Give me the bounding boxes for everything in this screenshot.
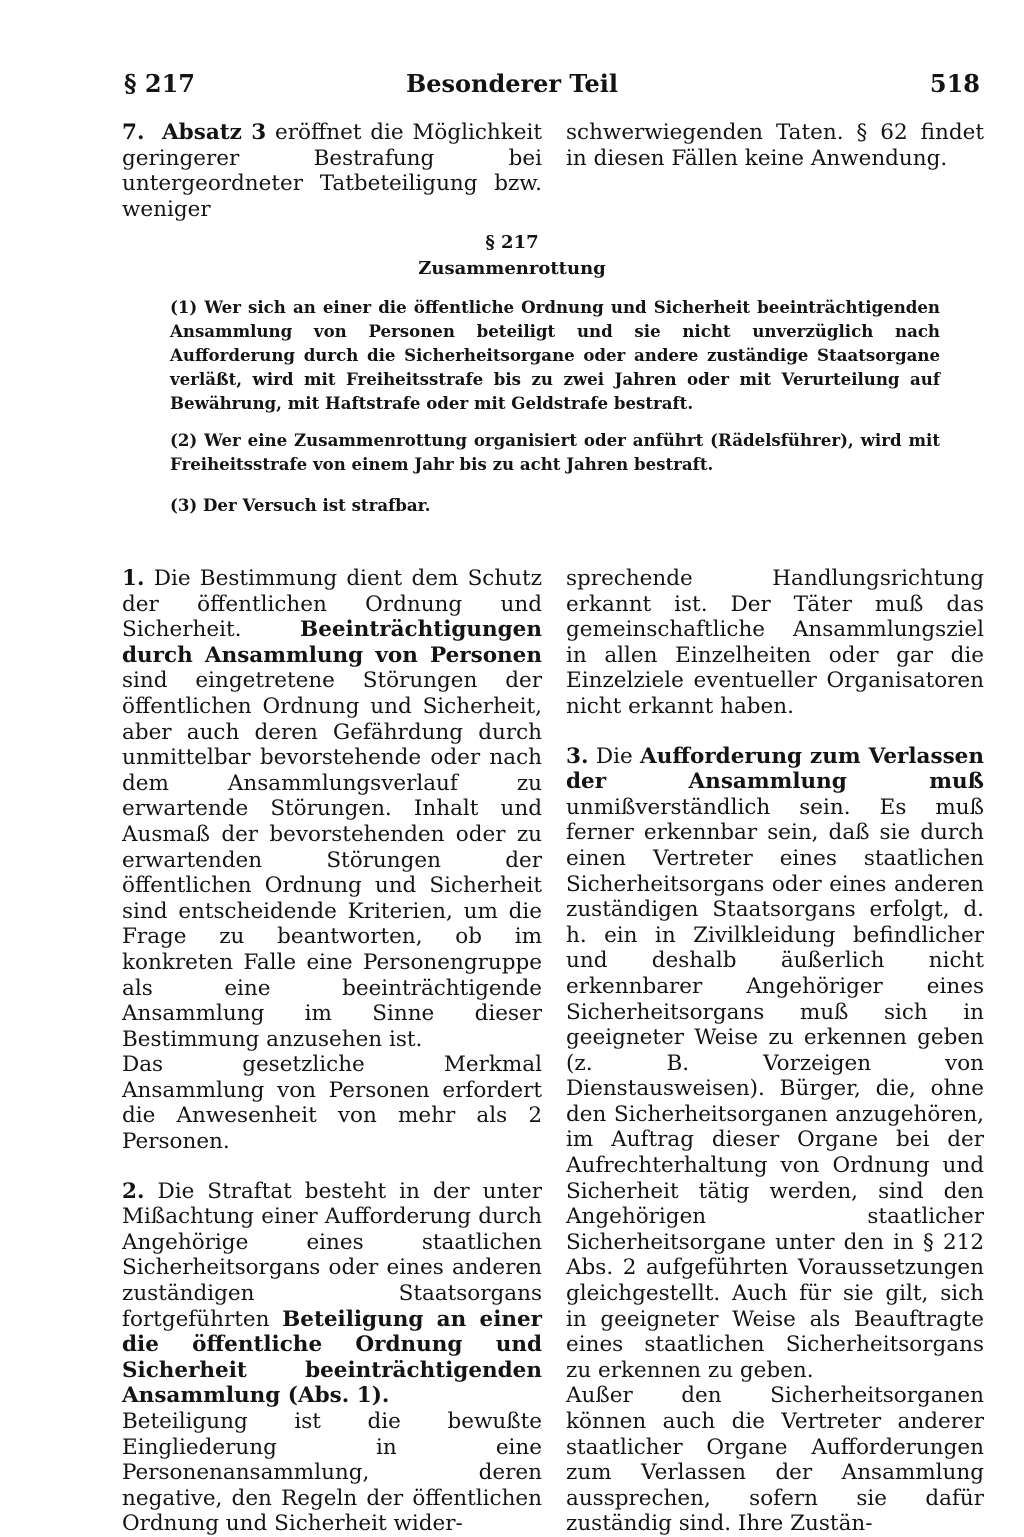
- commentary-2-paragraph-2: Beteiligung ist die bewußte Eingliederung in eine Personenansammlung, deren negative, den Regeln der öffentlichen Ordnung und Sicherheit wider-: [122, 1409, 542, 1537]
- section-title: Zusammenrottung: [418, 258, 606, 279]
- commentary-1-bold: Beeinträchtigungen durch Ansammlung von Personen: [122, 617, 542, 668]
- note-7-paragraph: [122, 120, 542, 222]
- header-section-ref: § 217: [124, 69, 196, 98]
- page-number: 518: [929, 69, 980, 98]
- commentary-1-paragraph-2: Das gesetzliche Merkmal Ansammlung von Personen erfordert die Anwesenheit von mehr als 2 Personen.: [122, 1052, 542, 1155]
- commentary-1-text-b: sind eingetretene Störungen der öffentlichen Ordnung und Sicherheit, aber auch deren Gefährdung durch unmittelbar bevorstehende oder nach dem Ansammlungsverlauf zu erwartende Störungen. Inhalt und Ausmaß der bevorstehenden oder zu erwartenden Störungen der öffentlichen Ordnung und Sicherheit sind entscheidende Kriterien, um die Frage zu beantworten, ob im konkreten Falle eine Personengruppe als eine beeinträchtigende Ansammlung im Sinne dieser Bestimmung anzusehen ist.: [122, 668, 542, 1052]
- law-paragraph-3: (3) Der Versuch ist strafbar.: [170, 495, 431, 515]
- commentary-1-text-a: Die Bestimmung dient dem Schutz der öffentlichen Ordnung und Sicherheit.: [122, 566, 542, 643]
- commentary-3-number: 3.: [566, 743, 589, 769]
- note-7-left: [122, 120, 542, 222]
- commentary-2: [122, 1179, 542, 1409]
- law-paragraph-2: (2) Wer eine Zusammenrottung organisiert oder anführt (Rädelsführer), wird mit Freiheitsstrafe von einem Jahr bis zu acht Jahren bestraft.: [170, 430, 940, 474]
- commentary-2-bold: Beteiligung an einer die öffentliche Ordnung und Sicherheit beeinträchtigenden Ansammlung (Abs. 1).: [122, 1306, 543, 1409]
- commentary-left-column: [122, 566, 542, 1537]
- header-title: Besonderer Teil: [405, 69, 619, 98]
- law-paragraph-1: (1) Wer sich an einer die öffentliche Ordnung und Sicherheit beeinträchtigenden Ansammlung von Personen beteiligt und sie nicht unverzüglich nach Aufforderung durch die Sicherheitsorgane oder andere zuständige Staatsorgane verläßt, wird mit Freiheitsstrafe bis zu zwei Jahren oder mit Verurteilung auf Bewährung, mit Haftstrafe oder mit Geldstrafe bestraft.: [170, 297, 940, 413]
- commentary-1: [122, 566, 542, 1052]
- note-7-bold-lead: Absatz 3: [162, 120, 267, 145]
- commentary-3: [566, 744, 984, 1384]
- commentary-3-text-a: Die: [588, 743, 641, 769]
- commentary-3-paragraph-2: Außer den Sicherheitsorganen können auch die Vertreter anderer staatlicher Organe Aufforderungen zum Verlassen der Ansammlung aussprechen, sofern sie dafür zuständig sind. Ihre Zustän-: [566, 1383, 984, 1537]
- section-number: § 217: [485, 232, 539, 253]
- commentary-2-continuation: sprechende Handlungsrichtung erkannt ist. Der Täter muß das gemeinschaftliche Ansammlungsziel in allen Einzelheiten oder gar die Einzelziele eventueller Organisatoren nicht erkannt haben.: [566, 566, 984, 719]
- note-7-continuation: schwerwiegenden Taten. § 62 findet in diesen Fällen keine Anwendung.: [566, 120, 984, 171]
- commentary-right-column: [566, 566, 984, 1537]
- commentary-3-text-b: unmißverständlich sein. Es muß ferner erkennbar sein, daß sie durch einen Vertreter eines staatlichen Sicherheitsorgans oder eines anderen zuständigen Staatsorgans erfolgt, d. h. ein in Zivilkleidung befindlicher und deshalb äußerlich nicht erkennbarer Angehöriger eines Sicherheitsorgans muß sich in geeigneter Weise zu erkennen geben (z. B. Vorzeigen von Dienstausweisen). Bürger, die, ohne den Sicherheitsorganen anzugehören, im Auftrag dieser Organe bei der Aufrechterhaltung von Ordnung und Sicherheit tätig werden, sind den Angehörigen staatlicher Sicherheitsorgane unter den in § 212 Abs. 2 aufgeführten Voraussetzungen gleichgestellt. Auch für sie gilt, sich in geeigneter Weise als Beauftragte eines staatlichen Sicherheitsorgans zu erkennen zu geben.: [566, 794, 984, 1383]
- commentary-3-bold: Aufforderung zum Verlassen der Ansammlung muß: [566, 743, 984, 795]
- commentary-2-text-a: Die Straftat besteht in der unter Mißachtung einer Aufforderung durch Angehörige eines staatlichen Sicherheitsorgans oder eines anderen zuständigen Staatsorgans fortgeführten: [122, 1178, 542, 1332]
- commentary-2-number: 2.: [122, 1178, 145, 1204]
- commentary-1-number: 1.: [122, 566, 145, 591]
- note-7-right: [566, 120, 984, 171]
- note-7-text: eröffnet die Möglichkeit geringerer Bestrafung bei untergeordneter Tatbeteiligung bzw. weniger: [122, 120, 543, 222]
- note-7-number: 7.: [122, 120, 145, 145]
